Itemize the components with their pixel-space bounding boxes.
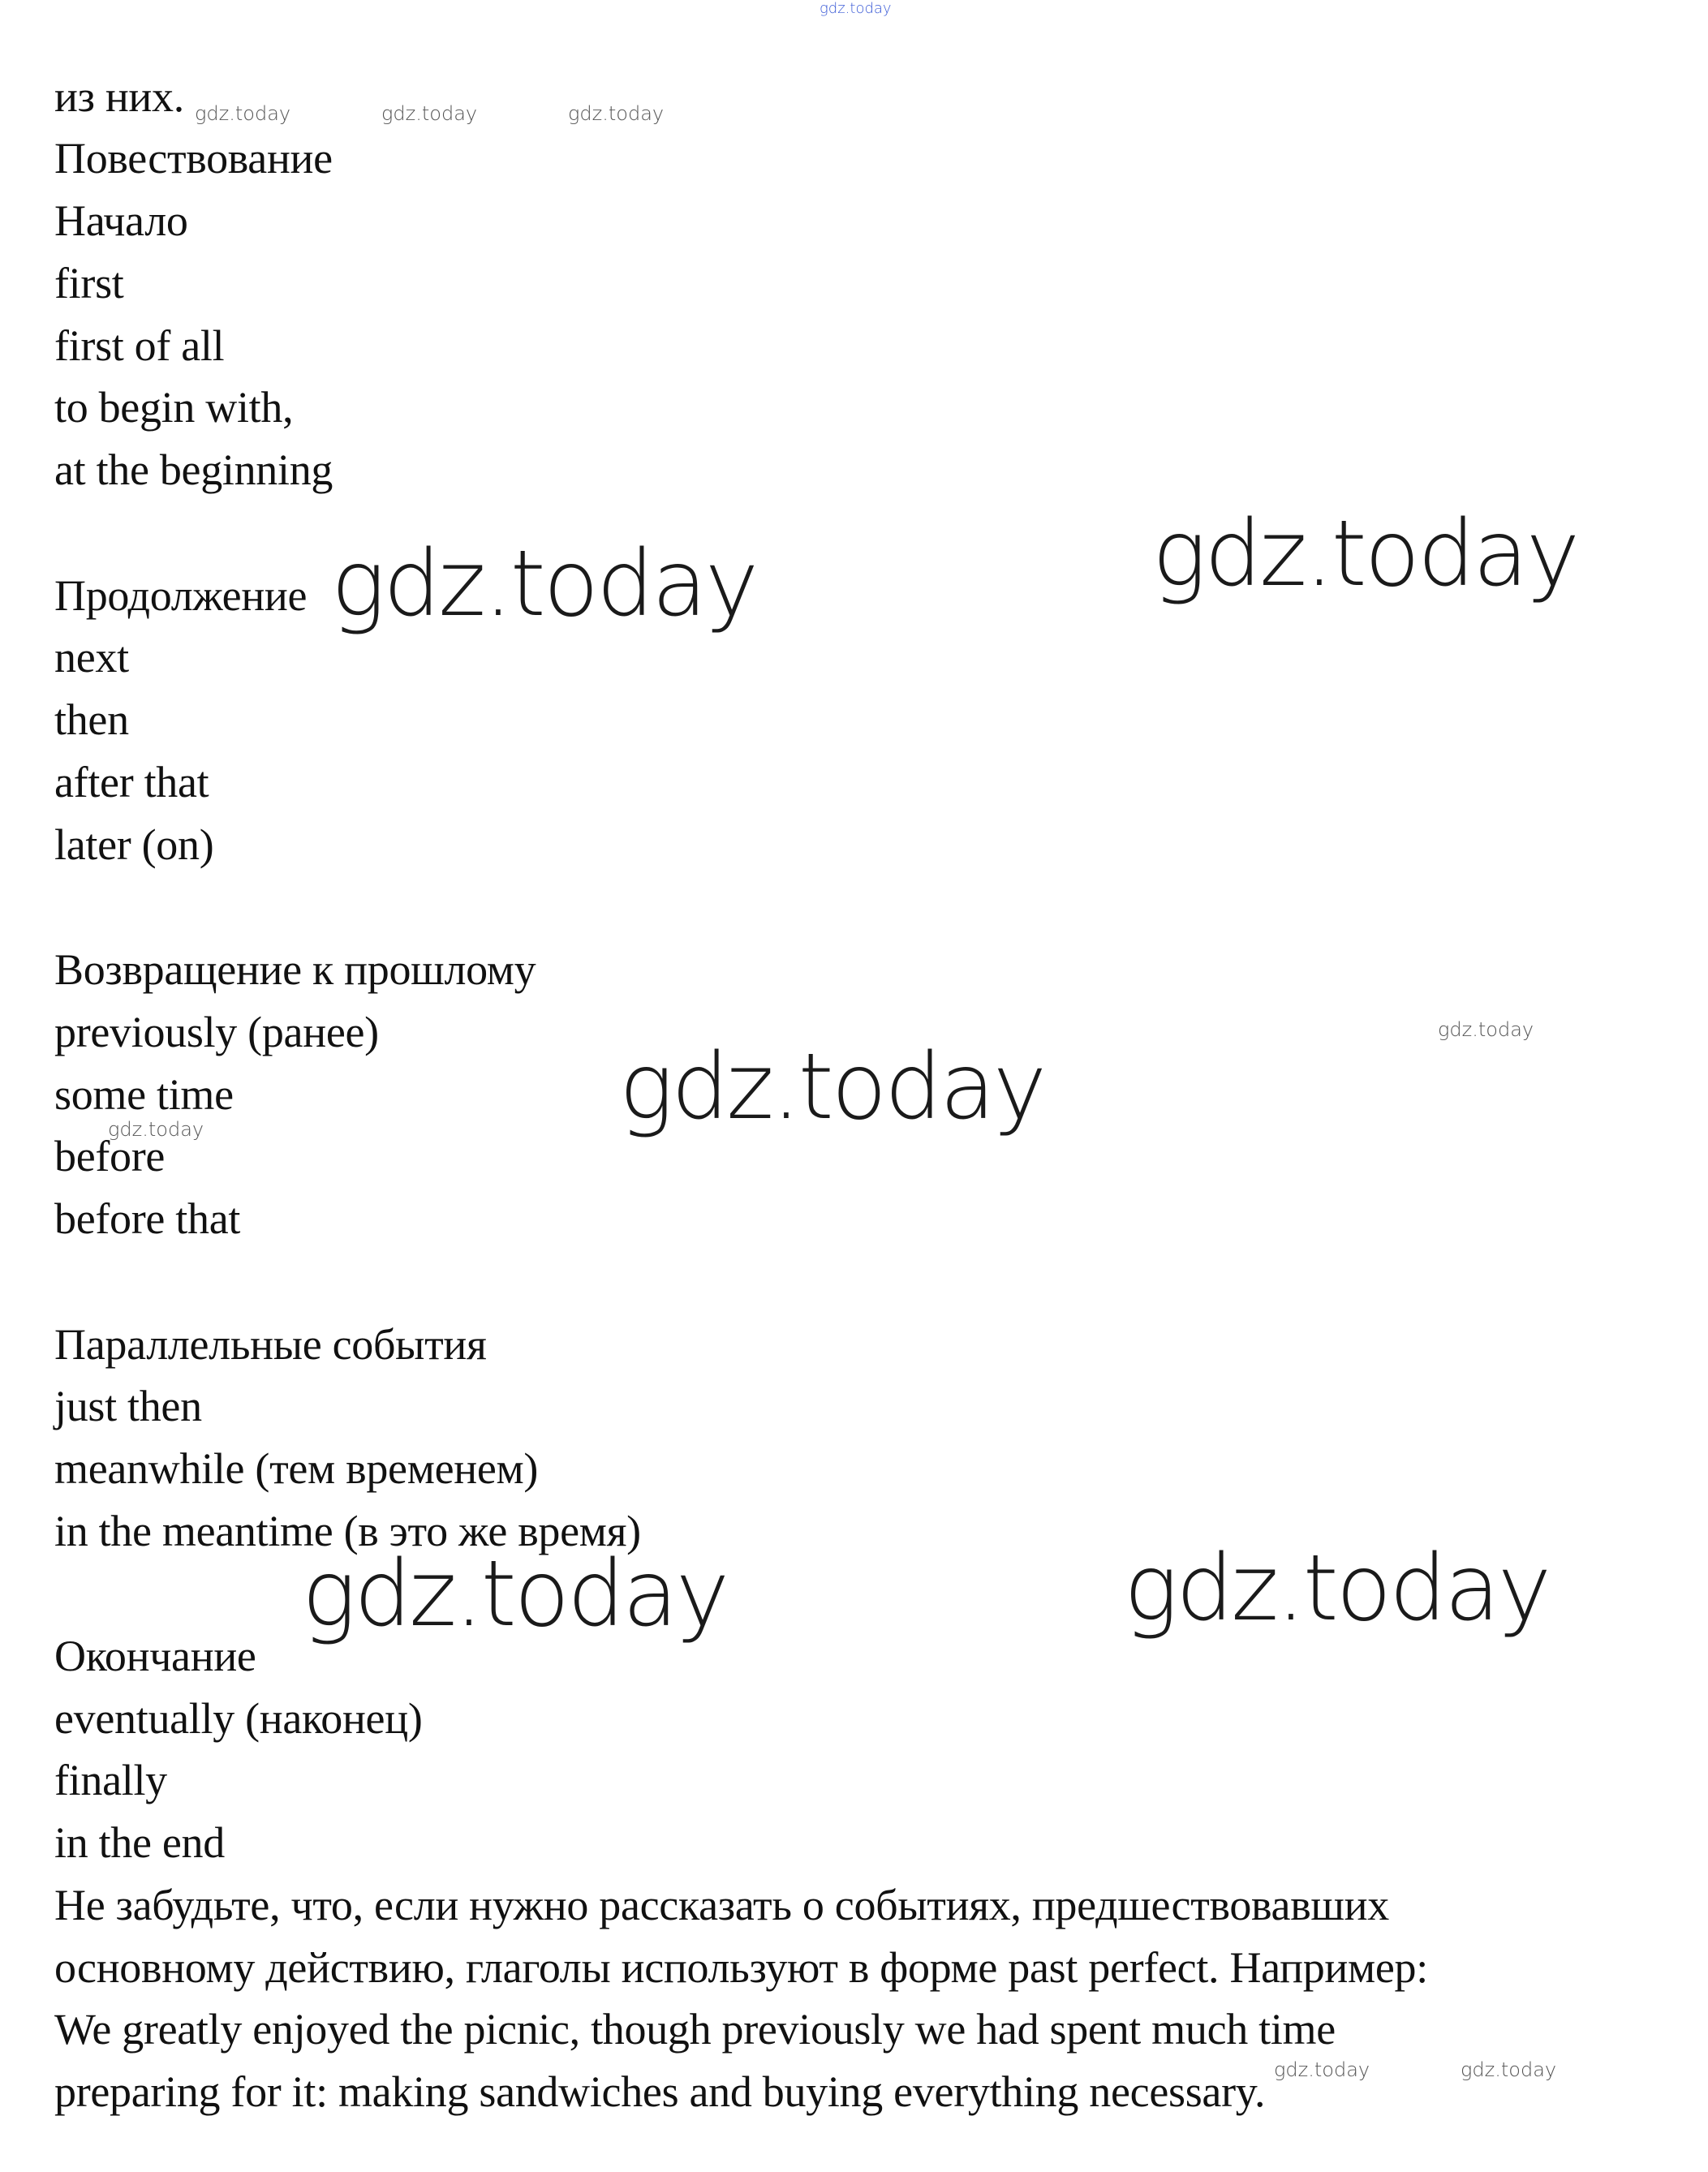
watermark: gdz.today — [108, 1118, 204, 1141]
watermark: gdz.today — [568, 102, 665, 125]
text-line: eventually (наконец) — [54, 1694, 423, 1743]
subheading-continuation: Продолжение — [54, 571, 308, 620]
watermark: gdz.today — [1152, 501, 1578, 607]
paragraph-line: preparing for it: making sandwiches and buying everything necessary. — [54, 2067, 1266, 2116]
text-line: in the meantime (в это же время) — [54, 1507, 641, 1555]
text-line: in the end — [54, 1818, 225, 1867]
watermark: gdz.today — [1438, 1018, 1534, 1041]
text-line: first of all — [54, 321, 225, 370]
watermark: gdz.today — [1124, 1536, 1550, 1641]
text-line: some time — [54, 1070, 234, 1119]
watermark: gdz.today — [302, 1542, 728, 1647]
watermark: gdz.today — [331, 531, 757, 637]
watermark: gdz.today — [1461, 2058, 1557, 2081]
text-line: before — [54, 1132, 166, 1181]
text-line: before that — [54, 1194, 241, 1243]
paragraph-line: Не забудьте, что, если нужно рассказать о событиях, предшествовавших — [54, 1881, 1389, 1929]
text-line: finally — [54, 1756, 167, 1804]
text-line: just then — [54, 1382, 202, 1430]
text-line: из них. — [54, 72, 184, 121]
text-line: after that — [54, 758, 209, 806]
watermark: gdz.today — [1274, 2058, 1370, 2081]
header-watermark: gdz.today — [820, 0, 892, 17]
text-line: next — [54, 633, 129, 682]
subheading-parallel-events: Параллельные события — [54, 1320, 487, 1369]
watermark: gdz.today — [619, 1034, 1045, 1140]
text-line: meanwhile (тем временем) — [54, 1444, 539, 1493]
subheading-beginning: Начало — [54, 196, 188, 245]
watermark: gdz.today — [381, 102, 478, 125]
text-line: at the beginning — [54, 445, 333, 494]
paragraph-line: основному действию, глаголы используют в форме past perfect. Например: — [54, 1943, 1428, 1992]
text-line: later (on) — [54, 820, 214, 869]
subheading-ending: Окончание — [54, 1632, 256, 1680]
text-line: to begin with, — [54, 383, 294, 432]
text-line: then — [54, 695, 129, 744]
section-heading-narration: Повествование — [54, 134, 333, 183]
text-line: previously (ранее) — [54, 1008, 379, 1056]
paragraph-line: We greatly enjoyed the picnic, though previously we had spent much time — [54, 2005, 1336, 2054]
subheading-flashback: Возвращение к прошлому — [54, 945, 536, 994]
watermark: gdz.today — [195, 102, 291, 125]
text-line: first — [54, 259, 124, 308]
